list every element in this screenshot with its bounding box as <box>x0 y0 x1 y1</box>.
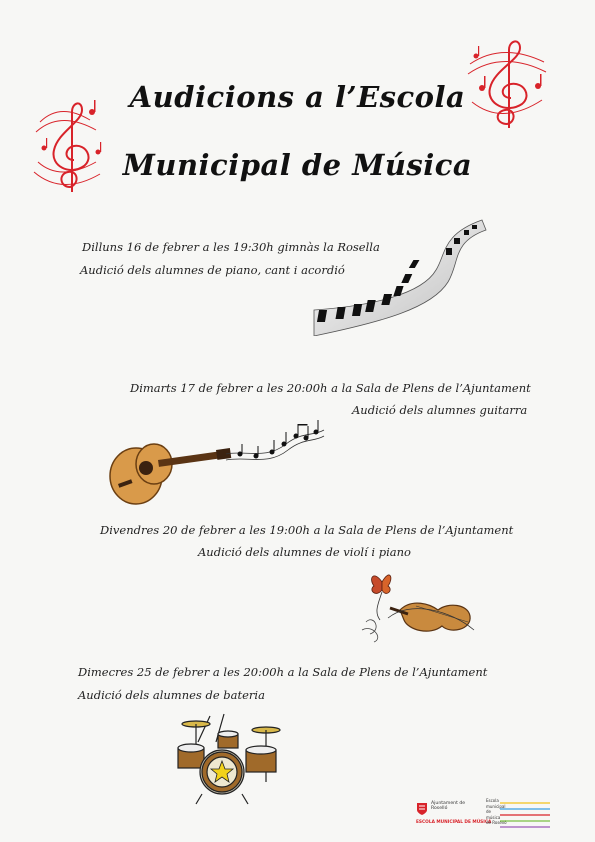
staff-lines-icon <box>500 800 550 830</box>
escola-mini-line: Escola <box>486 798 499 803</box>
violin-butterfly-icon <box>360 560 478 644</box>
ajuntament-crest-icon <box>416 802 428 816</box>
event-3-when: Divendres 20 de febrer a les 19:00h a la Sala de Plens de l’Ajuntament <box>100 523 514 537</box>
event-2-when: Dimarts 17 de febrer a les 20:00h a la Sala de Plens de l’Ajuntament <box>130 381 531 395</box>
guitar-icon <box>104 420 234 510</box>
event-1-what: Audició dels alumnes de piano, cant i acordió <box>80 263 345 277</box>
escola-mini-line: música <box>486 814 501 820</box>
poster-title-line1: Audicions a l’Escola <box>129 80 466 114</box>
music-notes-icon <box>226 414 326 469</box>
piano-keys-icon <box>312 214 487 336</box>
ajuntament-name: Ajuntament de Roselló <box>431 801 466 812</box>
escola-name: ESCOLA MUNICIPAL DE MÚSICA <box>416 820 492 825</box>
event-4-when: Dimecres 25 de febrer a les 20:00h a la Sala de Plens de l’Ajuntament <box>78 665 488 679</box>
poster-title-line2: Municipal de Música <box>122 148 473 182</box>
event-3-what: Audició dels alumnes de violí i piano <box>198 545 411 559</box>
event-2-what: Audició dels alumnes guitarra <box>352 403 528 417</box>
escola-mini-line: municipal <box>486 803 506 809</box>
ajuntament-logo <box>416 800 492 830</box>
event-1-when: Dilluns 16 de febrer a les 19:30h gimnàs la Rosella <box>82 240 380 254</box>
event-4-what: Audició dels alumnes de bateria <box>78 688 265 702</box>
escola-music-logo <box>486 798 550 834</box>
drum-kit-icon <box>170 712 286 806</box>
escola-mini-line: de Roselló <box>486 820 507 826</box>
escola-mini-line: de <box>486 809 491 815</box>
